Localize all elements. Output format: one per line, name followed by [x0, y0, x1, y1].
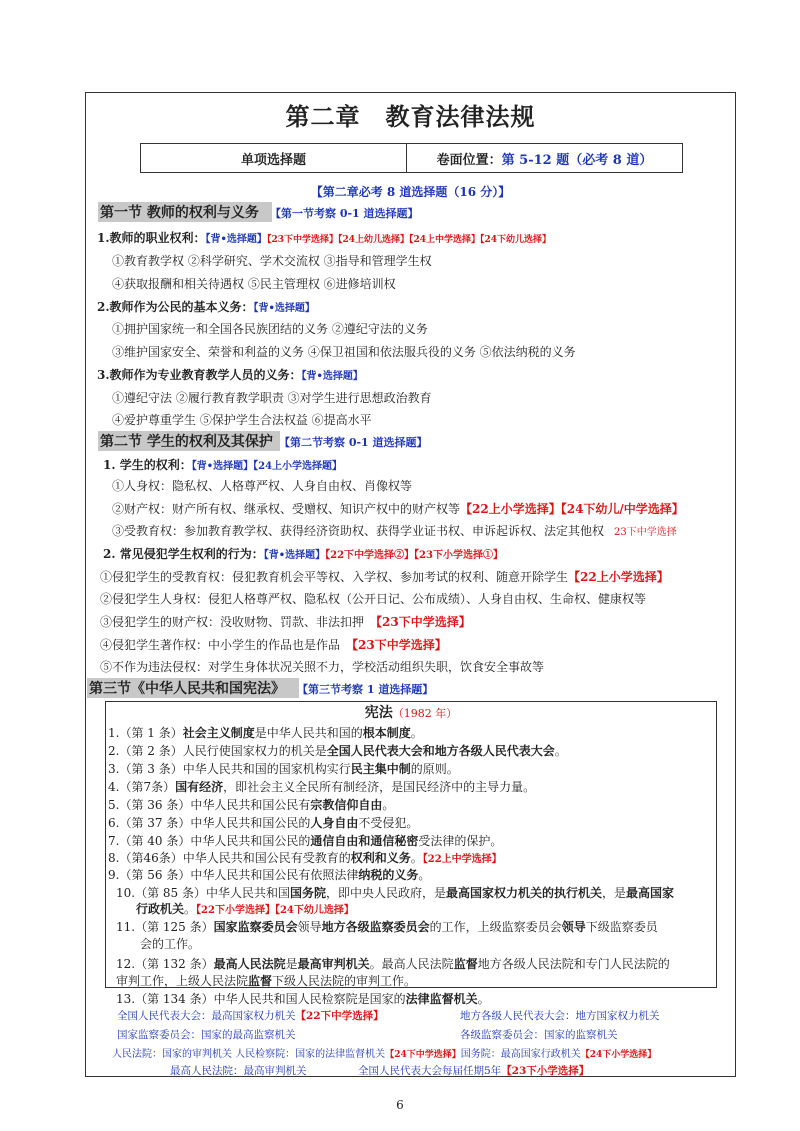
header-left: 单项选择题 [141, 144, 407, 172]
summary-supreme-court: 最高人民法院：最高审判机关 [170, 1065, 307, 1077]
text-fragment: 全国人民代表大会和地方各级人民代表大会 [326, 744, 555, 758]
text-fragment: 9.（第 56 条）中华人民共和国公民有依照法律 [108, 868, 359, 882]
section2-title: 第二节 学生的权利及其保护 [98, 431, 280, 451]
const-item-3 [108, 760, 459, 777]
text-fragment: 国有经济 [175, 780, 224, 794]
text-fragment: 10.（第 85 条）中华人民共和国 [116, 886, 290, 900]
text-fragment: 社会主义制度 [182, 726, 255, 740]
s1-q1-line1: ①教育教学权 ②科学研究、学术交流权 ③指导和管理学生权 [112, 254, 432, 268]
text-fragment: 12.（第 132 条） [116, 957, 214, 971]
text-fragment: 宗教信仰自由 [310, 798, 383, 812]
s2-q2-l2: ②侵犯学生人身权：侵犯人格尊严权、隐私权（公开日记、公布成绩）、人身自由权、生命权、健康权等 [100, 592, 647, 606]
text-fragment: 人身自由 [310, 816, 359, 830]
const-item-5 [108, 796, 394, 813]
text-fragment: 。 [410, 726, 423, 740]
s1-q3-label: 3.教师作为专业教育教学人员的义务： [97, 368, 302, 382]
const-item-9 [108, 866, 430, 883]
text-fragment: 是 [285, 957, 298, 971]
text-fragment: 。 [410, 851, 423, 865]
text-fragment: 。 [184, 902, 197, 916]
text-fragment: 【23下小学选择】 [501, 1065, 590, 1077]
text-fragment: 民主集中制 [350, 762, 411, 776]
const-item-11-line2: 会的工作。 [140, 937, 201, 951]
const-item-7 [108, 832, 502, 849]
text-fragment: 3.（第 3 条）中华人民共和国的国家机构实行 [108, 762, 351, 776]
s1-q1-label: 1.教师的职业权利： [97, 231, 206, 245]
text-fragment: 不受侵犯。 [358, 816, 419, 830]
s2-q2-l4: ④侵犯学生著作权：中小学生的作品也是作品 [100, 638, 341, 652]
s2-q2-tag: 【背•选择题】 [263, 550, 326, 561]
constitution-title-text: 宪法 [364, 705, 393, 721]
text-fragment: 6.（第 37 条）中华人民共和国公民的 [108, 816, 311, 830]
s1-q1-line2: ④获取报酬和相关待遇权 ⑤民主管理权 ⑥进修培训权 [112, 277, 396, 291]
section1-title: 第一节 教师的权利与义务 [98, 202, 272, 222]
text-fragment: 通信自由和通信秘密 [310, 834, 419, 848]
section3-title: 第三节《中华人民共和国宪法》 [87, 678, 299, 698]
summary-supervision-commission: 国家监察委员会：国家的最高监察机关 [117, 1029, 296, 1041]
const-item-12 [116, 955, 670, 972]
s1-q3-line1: ①遵纪守法 ②履行教育教学职责 ③对学生进行思想政治教育 [112, 391, 432, 405]
const-item-8 [108, 849, 502, 866]
s2-q1-label: 1. 学生的权利： [103, 458, 192, 472]
text-fragment: 是中华人民共和国的 [254, 726, 363, 740]
section3-note: 【第三节考察 1 道选择题】 [297, 683, 434, 696]
s1-q2-tag: 【背•选择题】 [253, 303, 315, 314]
s2-q2-l1-red: 【22上小学选择】 [568, 570, 669, 584]
text-fragment: 受法律的保护。 [418, 834, 503, 848]
text-fragment: 国务院：最高国家行政机关 [460, 1049, 581, 1060]
summary-npc [117, 1008, 384, 1023]
chapter-title: 第二章 教育法律法规 [285, 102, 536, 131]
s2-q2-l1: ①侵犯学生的受教育权：侵犯教育机会平等权、入学权、参加考试的权利、随意开除学生 [100, 570, 569, 584]
text-fragment: 领导 [297, 920, 322, 934]
text-fragment: 下级监察委员 [585, 920, 658, 934]
const-item-2 [108, 742, 567, 759]
header-right [407, 144, 682, 172]
s1-q2-line2: ③维护国家安全、荣誉和利益的义务 ④保卫祖国和依法服兵役的义务 ⑤依法纳税的义务 [112, 345, 576, 359]
text-fragment: 审判工作，上级人民法院 [116, 974, 249, 988]
constitution-year: （1982 年） [392, 707, 458, 720]
summary-local-congress: 地方各级人民代表大会：地方国家权力机关 [460, 1010, 660, 1022]
text-fragment: 的原则。 [410, 762, 459, 776]
const-item-11 [116, 918, 658, 935]
text-fragment: 国务院 [289, 886, 326, 900]
const-item-13 [116, 990, 490, 1007]
s2-q1-tag2: 【24上小学选择题】 [253, 461, 343, 472]
s2-q1-l1: ①人身权：隐私权、人格尊严权、人身自由权、肖像权等 [112, 479, 413, 493]
summary-local-supervision: 各级监察委员会：国家的监察机关 [460, 1029, 618, 1041]
s2-q2-red1: 【22下中学选择②】 [325, 550, 415, 561]
text-fragment: 国家监察委员会 [213, 920, 298, 934]
s1-q3-line2: ④爱护尊重学生 ⑤保护学生合法权益 ⑥提高水平 [112, 413, 372, 427]
text-fragment: 权利和义务 [350, 851, 411, 865]
text-fragment: 的工作，上级监察委员会 [429, 920, 562, 934]
s1-q3-tag: 【背•选择题】 [301, 371, 363, 382]
s2-q1-l2: ②财产权：财产所有权、继承权、受赠权、知识产权中的财产权等 [112, 502, 461, 516]
s2-q2-red2: 【23下小学选择①】 [414, 550, 503, 561]
text-fragment: 最高审判机关 [297, 957, 370, 971]
text-fragment: 监督 [248, 974, 273, 988]
s1-q1-red-tags: 【23下中学选择】【24上幼儿选择】【24上中学选择】【24下幼儿选择】 [266, 235, 552, 245]
text-fragment: 5.（第 36 条）中华人民共和国公民有 [108, 798, 311, 812]
text-fragment: 13.（第 134 条）中华人民共和国人民检察院是国家的 [116, 992, 406, 1006]
s2-q1-l2-red: 【22上小学选择】【24下幼儿/中学选择】 [460, 502, 684, 516]
text-fragment: 领导 [561, 920, 586, 934]
section2-note: 【第二节考察 0-1 道选择题】 [279, 436, 428, 449]
s2-q2-l5: ⑤不作为违法侵权：对学生身体状况关照不力，学校活动组织失职，饮食安全事故等 [100, 660, 545, 674]
s1-q1-tag: 【背•选择题】 [205, 234, 267, 245]
text-fragment: 。最高人民法院 [369, 957, 454, 971]
s2-q2-l3-red: 【23下中学选择】 [370, 615, 471, 629]
header-table [140, 143, 683, 173]
text-fragment: 【22下中学选择】 [295, 1010, 384, 1022]
text-fragment: 11.（第 125 条） [116, 920, 214, 934]
s1-q2-line1: ①拥护国家统一和全国各民族团结的义务 ②遵纪守法的义务 [112, 322, 428, 336]
text-fragment: ，即中央人民政府，是 [326, 886, 447, 900]
s2-q2-l4-red: 【23下中学选择】 [346, 638, 447, 652]
text-fragment: 1.（第 1 条） [108, 726, 183, 740]
text-fragment: 下级人民法院的审判工作。 [272, 974, 417, 988]
text-fragment: 地方各级监察委员会 [321, 920, 430, 934]
text-fragment: 。 [418, 868, 431, 882]
s2-q2-label: 2. 常见侵犯学生权利的行为： [103, 547, 264, 561]
text-fragment: ，即社会主义全民所有制经济，是国民经济中的主导力量。 [223, 780, 536, 794]
text-fragment: 法律监督机关 [405, 992, 478, 1006]
summary-courts [112, 1045, 656, 1060]
text-fragment: 2.（第 2 条）人民行使国家权力的机关是 [108, 744, 327, 758]
s2-q1-l3-red: 23下中学选择 [614, 527, 677, 538]
chapter-note: 【第二章必考 8 道选择题（16 分）】 [310, 185, 511, 199]
text-fragment: 人民法院：国家的审判机关 人民检察院：国家的法律监督机关 [112, 1049, 386, 1060]
header-right-value: 第 5-12 题（必考 8 道） [501, 152, 653, 168]
const-item-12-line2 [116, 972, 416, 989]
constitution-title [105, 702, 717, 722]
summary-npc-term [358, 1063, 589, 1078]
text-fragment: 全国人民代表大会：最高国家权力机关 [117, 1010, 296, 1022]
const-item-4 [108, 778, 535, 795]
text-fragment: 【22下小学选择】【24下幼儿选择】 [196, 905, 354, 916]
page-number: 6 [396, 1098, 404, 1112]
text-fragment: 最高人民法院 [213, 957, 286, 971]
const-item-10 [116, 884, 674, 901]
text-fragment: 地方各级人民法院和专门人民法院的 [477, 957, 670, 971]
text-fragment: 最高国家 [626, 886, 675, 900]
text-fragment: 【24下中学选择】 [385, 1050, 461, 1060]
text-fragment: 【22上中学选择】 [422, 854, 502, 865]
text-fragment: 。 [382, 798, 395, 812]
text-fragment: 全国人民代表大会每届任期5年 [358, 1065, 502, 1077]
text-fragment: 【24下小学选择】 [580, 1050, 657, 1060]
text-fragment: 纳税的义务 [358, 868, 419, 882]
text-fragment: 。 [477, 992, 490, 1006]
text-fragment: ，是 [602, 886, 627, 900]
text-fragment: 7.（第 40 条）中华人民共和国公民的 [108, 834, 311, 848]
s2-q1-tag: 【背•选择题】 [191, 461, 254, 472]
text-fragment: 8.（第46条）中华人民共和国公民有受教育的 [108, 851, 351, 865]
const-item-1 [108, 724, 423, 741]
text-fragment: 。 [554, 744, 567, 758]
text-fragment: 最高国家权力机关的执行机关 [446, 886, 603, 900]
section1-note: 【第一节考察 0-1 道选择题】 [270, 207, 419, 220]
s1-q2-label: 2.教师作为公民的基本义务： [97, 300, 254, 314]
s2-q1-l3: ③受教育权：参加教育教学权、获得经济资助权、获得学业证书权、申诉起诉权、法定其他权 [112, 524, 605, 538]
text-fragment: 4.（第7条） [108, 780, 176, 794]
s2-q2-l3: ③侵犯学生的财产权：没收财物、罚款、非法扣押 [100, 615, 365, 629]
header-right-label: 卷面位置： [436, 152, 502, 168]
const-item-10-line2 [136, 900, 354, 917]
text-fragment: 监督 [453, 957, 478, 971]
text-fragment: 行政机关 [136, 902, 185, 916]
const-item-6 [108, 814, 418, 831]
text-fragment: 根本制度 [362, 726, 411, 740]
